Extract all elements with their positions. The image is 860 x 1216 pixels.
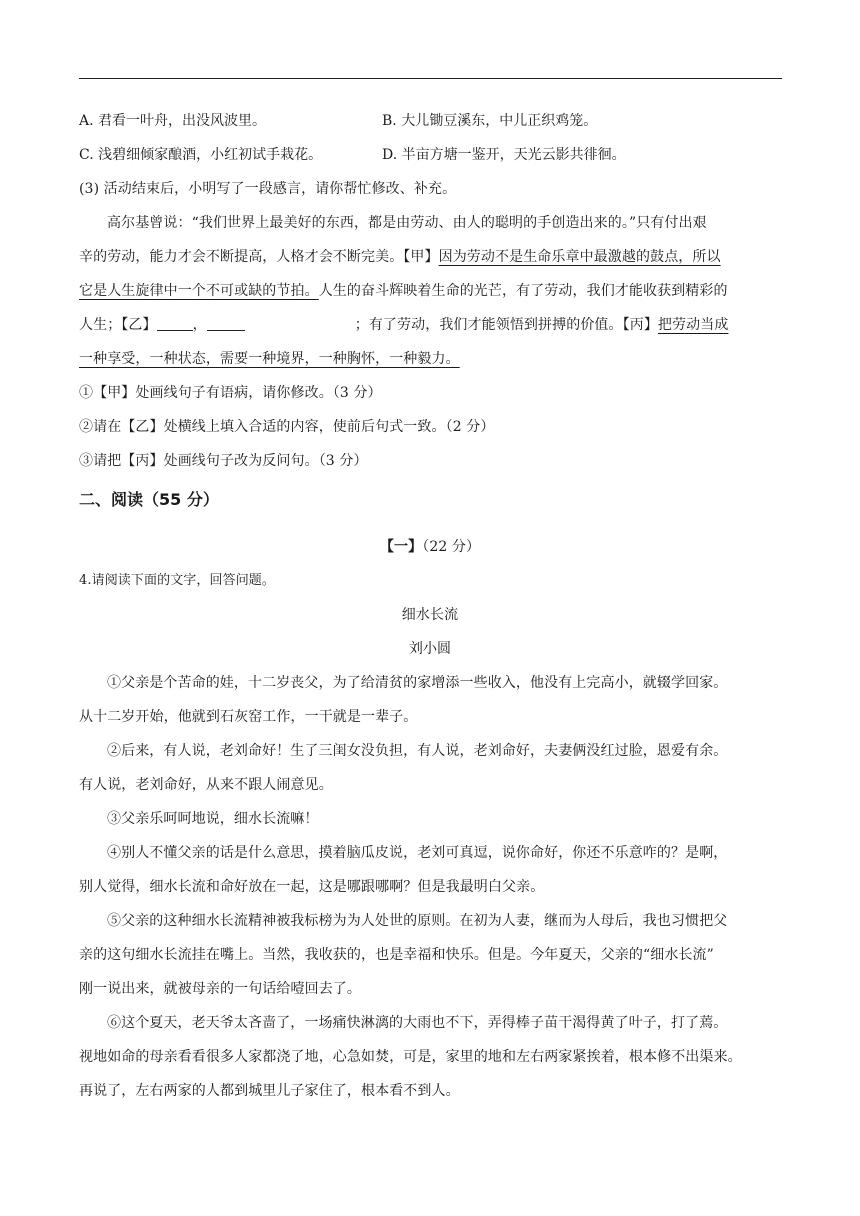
underlined-sentence-bing: 把劳动当成 [657,317,729,333]
passage-line: ②后来，有人说，老刘命好！生了三闺女没负担，有人说，老刘命好，夫妻俩没红过脸，恩爱有余。 [107,743,728,759]
paragraph-text: 人生；【乙】 [79,317,157,333]
paragraph-line-1: 高尔基曾说：“我们世界上最美好的东西，都是由劳动、由人的聪明的手创造出来的。”只有付出艰 [107,215,707,231]
part-heading [0,537,860,557]
passage-line: 从十二岁开始，他就到石灰窑工作，一干就是一辈子。 [79,709,418,725]
option-a: A. 君看一叶舟，出没风波里。 [79,113,267,129]
passage-line: ⑤父亲的这种细水长流精神被我标榜为为人处世的原则。在初为人妻，继而为人母后，我也习惯把父 [107,913,728,929]
section-heading: 二、阅读（55 分） [79,490,219,509]
fill-blank-2[interactable] [207,316,245,331]
question-4: 4.请阅读下面的文字，回答问题。 [79,573,276,588]
sub-question-2: ②请在【乙】处横线上填入合适的内容，使前后句式一致。（2 分） [79,419,495,435]
passage-line: 再说了，左右两家的人都到城里儿子家住了，根本看不到人。 [79,1083,460,1099]
passage-title: 细水长流 [401,607,459,623]
passage-line: ①父亲是个苦命的娃，十二岁丧父，为了给清贫的家增添一些收入，他没有上完高小，就辍学回家。 [107,675,728,691]
paragraph-text: ；有了劳动，我们才能领悟到拼搏的价值。【丙】 [354,317,658,333]
header-rule [79,78,782,79]
underlined-sentence-bing-end: 一种享受，一种状态，需要一种境界，一种胸怀，一种毅力。 [79,351,460,367]
option-d: D. 半亩方塘一鉴开，天光云影共徘徊。 [382,147,626,163]
option-c: C. 浅碧细倾家酿酒，小红初试手栽花。 [79,147,323,163]
paragraph-line-4 [79,315,784,335]
sub-question-1: ①【甲】处画线句子有语病，请你修改。（3 分） [79,385,382,401]
fill-blank-1[interactable] [157,316,193,331]
paragraph-line-3 [79,281,784,301]
paragraph-line-5 [79,349,784,369]
question-3-prompt: (3) 活动结束后，小明写了一段感言，请你帮忙修改、补充。 [79,181,457,197]
option-b: B. 大儿锄豆溪东，中儿正织鸡笼。 [382,113,598,129]
passage-line: ⑥这个夏天，老天爷太吝啬了，一场痛快淋漓的大雨也不下，弄得棒子苗干渴得黄了叶子，打了蔫。 [107,1015,728,1031]
part-score: （22 分） [422,539,481,555]
passage-line: 亲的这句细水长流挂在嘴上。当然，我收获的，也是幸福和快乐。但是。今年夏天，父亲的“细水长流” [79,947,714,963]
passage-line: 别人觉得，细水长流和命好放在一起，这是哪跟哪啊？但是我最明白父亲。 [79,879,545,895]
paragraph-text: 辛的劳动，能力才会不断提高，人格才会不断完美。【甲】 [79,249,439,265]
passage-line: 视地如命的母亲看看很多人家都浇了地，心急如焚，可是，家里的地和左右两家紧挨着，根本修不出渠来。 [79,1049,742,1065]
underlined-sentence-jia-end: 它是人生旋律中一个不可或缺的节拍。 [79,283,319,299]
paragraph-text: 人生的奋斗辉映着生命的光芒，有了劳动，我们才能收获到精彩的 [318,283,728,299]
underlined-sentence-jia: 因为劳动不是生命乐章中最激越的鼓点，所以 [438,249,721,265]
paragraph-line-2 [79,247,784,267]
passage-line: 刚一说出来，就被母亲的一句话给噎回去了。 [79,981,361,997]
passage-line: ④别人不懂父亲的话是什么意思，摸着脑瓜皮说，老刘可真逗，说你命好，你还不乐意咋的？是啊， [107,845,728,861]
comma: ， [192,317,207,333]
sub-question-3: ③请把【丙】处画线句子改为反问句。（3 分） [79,453,368,469]
passage-author: 刘小圆 [408,641,452,657]
passage-line: ③父亲乐呵呵地说，细水长流嘛！ [107,811,319,827]
part-bracket: 【一】 [379,539,423,555]
passage-line: 有人说，老刘命好，从来不跟人闹意见。 [79,777,333,793]
